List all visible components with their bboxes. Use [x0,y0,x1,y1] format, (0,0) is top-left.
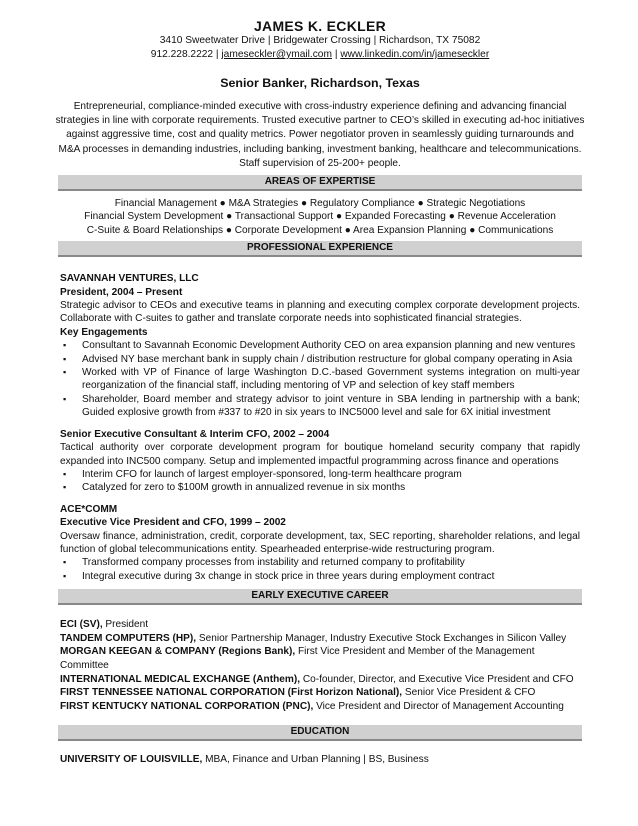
experience-section [60,257,580,583]
contact-linkedin-link[interactable]: www.linkedin.com/in/jameseckler [340,49,490,60]
org-name: MORGAN KEEGAN & COMPANY (Regions Bank), [60,646,296,658]
job-description: Tactical authority over corporate development program for boutique homeland security company that rapidly expanded into INC500 company. Setup and implemented impactful programming across finance and operations [60,442,580,467]
summary-paragraph: Entrepreneurial, compliance-minded executive with cross-industry experience defining and advancing financial strategies in line with corporate requirements. Trusted executive partner to CEO’s skilled in executing ad-hoc initiatives against aggressive time, cost and quality metrics. Power negotiator proven in seamlessly guiding turnarounds and M&A processes in demanding industries, including banking, investment banking, healthcare and telecommunications. Staff supervision of 25-200+ people. [55,101,585,169]
job-title: President, 2004 – Present [60,286,183,298]
section-bar-experience: PROFESSIONAL EXPERIENCE [58,241,582,257]
section-bar-education: EDUCATION [58,725,582,741]
org-role: President [102,619,149,631]
company-name: ACE*COMM [60,503,118,515]
job-title: Senior Executive Consultant & Interim CFO, 2002 – 2004 [60,428,330,440]
contact-email-link[interactable]: jameseckler@ymail.com [221,49,332,60]
expertise-line: Financial Management ● M&A Strategies ● Regulatory Compliance ● Strategic Negotiations [114,198,526,210]
section-bar-early-career: EARLY EXECUTIVE CAREER [58,589,582,605]
job-bullets [60,556,580,583]
list-item [60,686,580,700]
expertise-line: C-Suite & Board Relationships ● Corporate Development ● Area Expansion Planning ● Communications [86,224,554,236]
education-entry [60,741,580,767]
list-item: ▪ Catalyzed for zero to $100M growth in annualized revenue in six months [60,481,580,494]
list-item: ▪ Integral executive during 3x change in stock price in three years during employment contract [60,570,580,583]
section-bar-expertise: AREAS OF EXPERTISE [58,175,582,191]
list-item [60,645,580,672]
org-role: Vice President and Director of Management Accounting [313,700,564,712]
list-item [60,618,580,632]
contact-line [60,48,580,62]
list-item: ▪ Transformed company processes from instability and returned company to profitability [60,556,580,569]
org-name: INTERNATIONAL MEDICAL EXCHANGE (Anthem), [60,673,301,685]
list-item: ▪ Interim CFO for launch of largest employer-sponsored, long-term healthcare program [60,468,580,481]
job-description: Oversaw finance, administration, credit, corporate development, tax, SEC reporting, shareholder relations, and legal function of global telecommunications entity. Spearheaded enterprise-wide restructuring program. [60,530,580,555]
degrees: MBA, Finance and Urban Planning | BS, Business [202,754,429,766]
list-item: ▪ Worked with VP of Finance of large Washington D.C.-based Government systems integration on multi-year reorganization of the financial staff, including mentoring of VP and selection of key staff members [60,366,580,393]
expertise-list [60,197,580,237]
org-name: TANDEM COMPUTERS (HP), [60,632,197,644]
key-engagements-label: Key Engagements [60,326,148,338]
contact-phone: 912.228.2222 | [150,49,219,60]
org-name: FIRST KENTUCKY NATIONAL CORPORATION (PNC), [60,700,314,712]
contact-separator: | [334,49,338,60]
school-name: UNIVERSITY OF LOUISVILLE, [60,754,203,766]
job-bullets [60,468,580,495]
resume-headline: Senior Banker, Richardson, Texas [220,76,420,90]
job-bullets [60,339,580,419]
org-name: FIRST TENNESSEE NATIONAL CORPORATION (First Horizon National), [60,687,403,699]
early-career-list [60,605,580,713]
list-item: ▪ Advised NY base merchant bank in supply chain / distribution restructure for global company operating in Asia [60,353,580,366]
list-item [60,632,580,646]
job-description: Strategic advisor to CEOs and executive teams in planning and executing complex corporate development projects. Collaborate with C-suites to gather and translate corporate needs into sophisticated financial strategies. [60,300,580,325]
contact-address: 3410 Sweetwater Drive | Bridgewater Crossing | Richardson, TX 75082 [159,35,481,46]
org-role: Co-founder, Director, and Executive Vice President and CFO [300,673,574,685]
org-name: ECI (SV), [60,619,103,631]
org-role: First Vice President and Member of the Management Committee [60,646,535,671]
job-title: Executive Vice President and CFO, 1999 – 2002 [60,517,286,529]
org-role: Senior Vice President & CFO [402,687,536,699]
list-item [60,700,580,714]
candidate-name: JAMES K. ECKLER [253,18,387,34]
company-name: SAVANNAH VENTURES, LLC [60,273,199,285]
list-item [60,673,580,687]
expertise-line: Financial System Development ● Transactional Support ● Expanded Forecasting ● Revenue Acceleration [84,211,556,223]
org-role: Senior Partnership Manager, Industry Executive Stock Exchanges in Silicon Valley [196,632,567,644]
list-item: ▪ Consultant to Savannah Economic Development Authority CEO on area expansion planning and new ventures [60,339,580,352]
list-item: ▪ Shareholder, Board member and strategy advisor to joint venture in SBA lending in partnership with a bank; Guided explosive growth from #337 to #20 in six years to INC5000 level and sale for 6X initial investment [60,393,580,420]
